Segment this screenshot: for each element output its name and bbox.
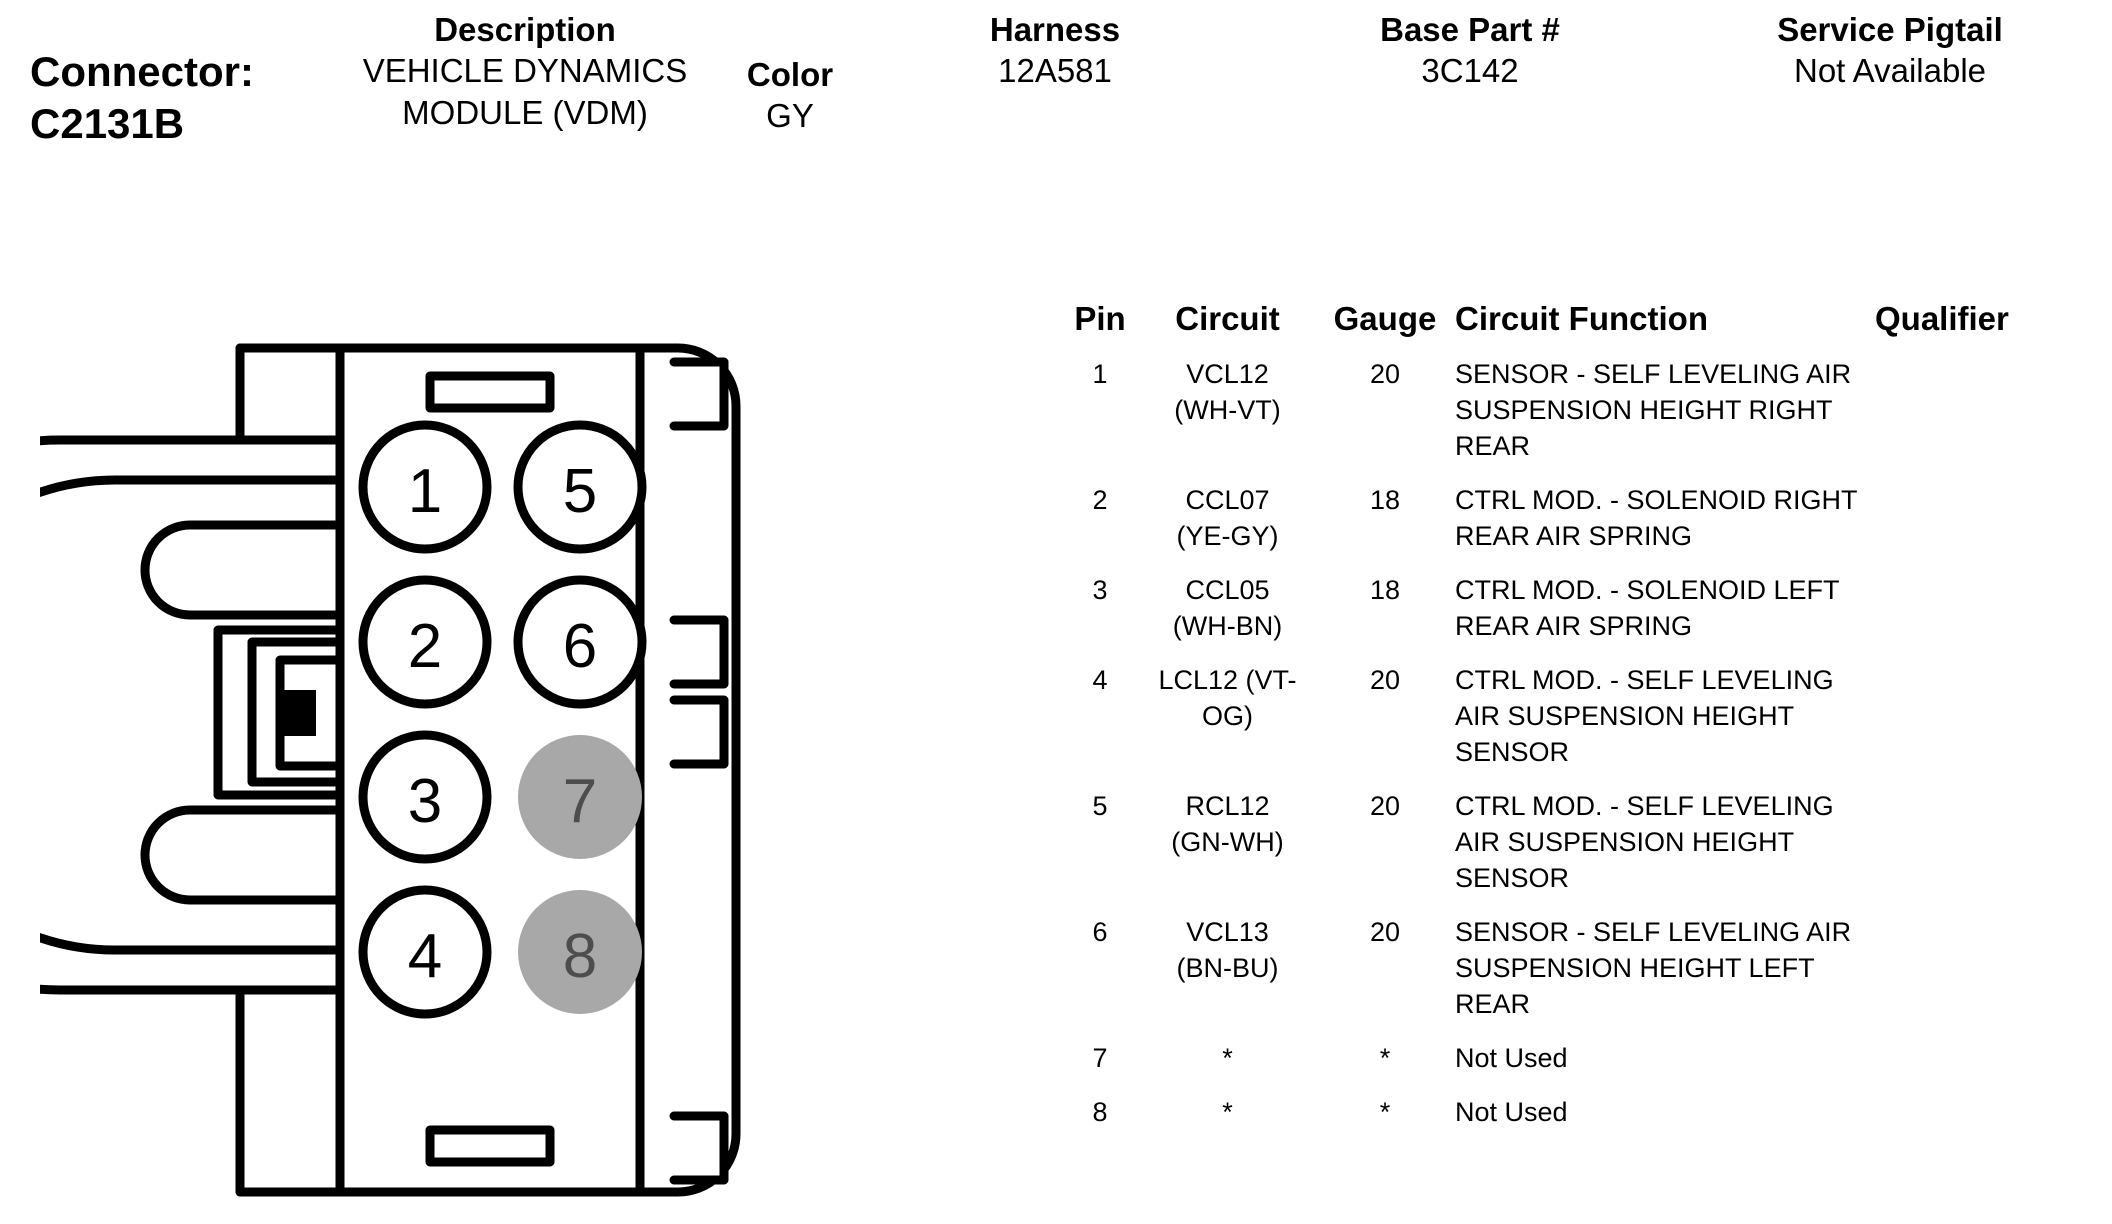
cell-qualifier [1875,784,2090,910]
harness-block [930,10,1180,92]
pin-circle-label-5: 5 [562,457,598,526]
cell-gauge: * [1379,1097,1391,1127]
table-header-row [1060,300,2090,352]
connector-id-block [30,46,360,150]
connector-id: C2131B [30,100,185,147]
table-row [1060,1036,2090,1090]
color-label: Color [746,56,834,93]
cell-pin: 5 [1092,791,1108,821]
cell-pin: 8 [1092,1097,1108,1127]
cell-pin: 4 [1092,665,1108,695]
cell-qualifier [1875,1090,2090,1144]
cell-function: Not Used [1455,1043,1568,1073]
column-header-circuit: Circuit [1175,300,1280,337]
service-pigtail-block [1700,10,2080,92]
circuit-colors: (WH-VT) [1174,395,1281,425]
circuit-code: VCL12 [1186,359,1269,389]
description-value: VEHICLE DYNAMICS MODULE (VDM) [362,52,688,131]
circuit-code: * [1222,1043,1233,1073]
circuit-colors: (GN-WH) [1171,827,1284,857]
table-row [1060,784,2090,910]
service-pigtail-value: Not Available [1793,52,1987,89]
cell-pin: 1 [1092,359,1108,389]
cell-pin: 2 [1092,485,1108,515]
cell-pin: 6 [1092,917,1108,947]
cell-circuit [1140,352,1315,478]
cell-pin: 3 [1092,575,1108,605]
column-header-gauge: Gauge [1333,300,1437,337]
table-row [1060,1090,2090,1144]
circuit-code: LCL12 (VT- [1158,665,1297,695]
circuit-colors: (BN-BU) [1176,953,1279,983]
cell-qualifier [1875,658,2090,784]
cell-function: CTRL MOD. - SOLENOID LEFT REAR AIR SPRING [1455,575,1840,641]
description-label: Description [434,11,616,48]
cell-gauge: 20 [1369,665,1401,695]
circuit-code: RCL12 [1185,791,1270,821]
pin-circle-label-1: 1 [407,457,443,526]
column-header-qualifier: Qualifier [1875,300,2009,337]
circuit-code: VCL13 [1186,917,1269,947]
table-row [1060,658,2090,784]
circuit-code: CCL05 [1185,575,1270,605]
cell-gauge: 18 [1369,575,1401,605]
pin-circle-label-6: 6 [562,612,598,681]
cell-qualifier [1875,478,2090,568]
description-block [360,10,690,134]
color-block [700,55,880,137]
table-row [1060,568,2090,658]
table-row [1060,910,2090,1036]
cell-qualifier [1875,910,2090,1036]
color-value: GY [766,97,814,134]
cell-circuit [1140,1090,1315,1144]
cell-gauge: * [1379,1043,1391,1073]
base-part-value: 3C142 [1421,52,1519,89]
cell-circuit [1140,478,1315,568]
pin-circle-label-4: 4 [407,922,443,991]
table-row [1060,478,2090,568]
base-part-label: Base Part # [1380,11,1560,48]
circuit-code: * [1222,1097,1233,1127]
cell-gauge: 18 [1369,485,1401,515]
cell-gauge: 20 [1369,917,1401,947]
pin-circle-label-2: 2 [407,612,443,681]
cell-circuit [1140,568,1315,658]
cell-qualifier [1875,1036,2090,1090]
circuit-colors: OG) [1202,701,1253,731]
pin-circle-label-7: 7 [562,767,598,836]
pin-circle-label-8: 8 [562,922,598,991]
cell-gauge: 20 [1369,791,1401,821]
base-part-block [1330,10,1610,92]
circuit-colors: (WH-BN) [1172,611,1283,641]
cell-circuit [1140,910,1315,1036]
cell-circuit [1140,1036,1315,1090]
header [0,0,2112,230]
harness-label: Harness [989,11,1121,48]
cell-function: SENSOR - SELF LEVELING AIR SUSPENSION HEIGHT LEFT REAR [1455,917,1852,1019]
cell-qualifier [1875,568,2090,658]
cell-gauge: 20 [1369,359,1401,389]
cell-circuit [1140,784,1315,910]
harness-value: 12A581 [998,52,1112,89]
cell-function: CTRL MOD. - SELF LEVELING AIR SUSPENSION HEIGHT SENSOR [1455,665,1834,767]
cell-function: SENSOR - SELF LEVELING AIR SUSPENSION HEIGHT RIGHT REAR [1455,359,1852,461]
cell-function: CTRL MOD. - SELF LEVELING AIR SUSPENSION HEIGHT SENSOR [1455,791,1834,893]
connector-label: Connector: [30,48,254,95]
connector-diagram [40,330,1060,1210]
cell-pin: 7 [1092,1043,1108,1073]
circuit-code: CCL07 [1185,485,1270,515]
table-row [1060,352,2090,478]
cell-function: Not Used [1455,1097,1568,1127]
cell-circuit [1140,658,1315,784]
cell-qualifier [1875,352,2090,478]
column-header-function: Circuit Function [1455,300,1708,337]
column-header-pin: Pin [1074,300,1126,337]
service-pigtail-label: Service Pigtail [1777,11,2003,48]
pin-table [1060,300,2100,1144]
pin-circle-label-3: 3 [407,767,443,836]
cell-function: CTRL MOD. - SOLENOID RIGHT REAR AIR SPRING [1455,485,1858,551]
circuit-colors: (YE-GY) [1176,521,1279,551]
